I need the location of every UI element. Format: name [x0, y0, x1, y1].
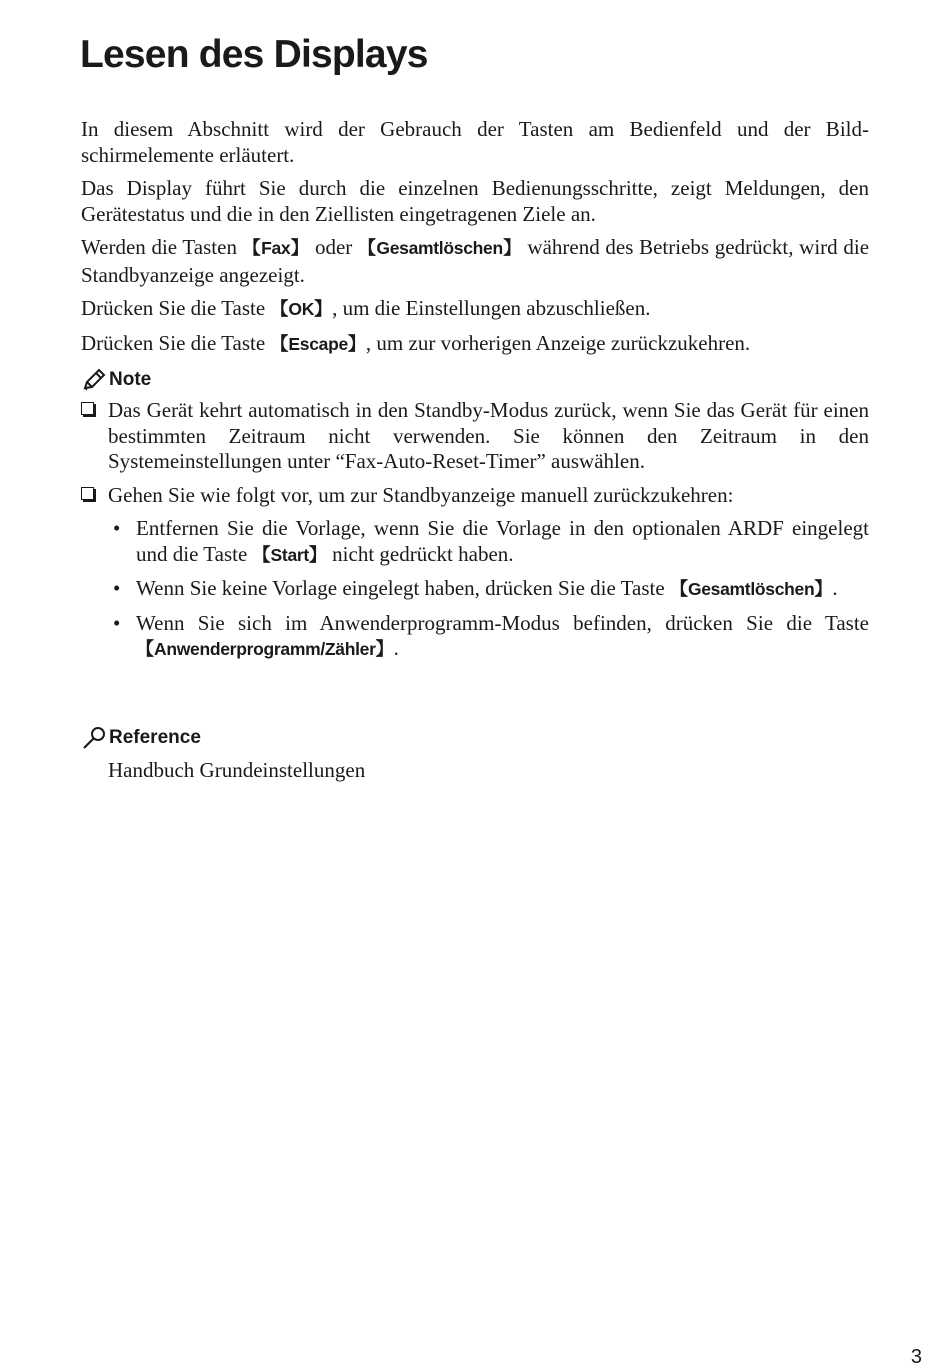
note-item	[81, 398, 869, 475]
text-run: Wenn Sie sich im Anwenderprogramm-Modus befinden, drücken Sie die Taste	[136, 610, 869, 635]
text-run: .	[393, 636, 399, 660]
intro-paragraph-5: Drücken Sie die Taste 【Escape】, um zur vorherigen Anzeige zurückzukehren.	[81, 331, 751, 355]
key-label-fax: Fax	[261, 238, 291, 258]
intro-paragraph-3: Werden die Tasten 【Fax】 oder 【Gesamtlöschen】 während des Betriebs gedrückt, wird die Standbyanzeige angezeigt.	[81, 235, 870, 287]
checkbox-bullet-icon	[81, 487, 94, 500]
key-label-ok: OK	[288, 299, 315, 319]
key-label-user-tools: Anwenderprogramm/Zähler	[154, 639, 376, 659]
note-list	[81, 398, 869, 671]
sub-list-item: • Entfernen Sie die Vorlage, wenn Sie die Vorlage in den optionalen ARDF eingelegt und die Taste 【Start】 nicht gedrückt haben.	[113, 516, 869, 566]
text-run: während des Betriebs gedrückt, wird die Standbyanzeige angezeigt.	[81, 235, 870, 287]
note-heading	[81, 368, 151, 392]
key-label-clear: Gesamtlöschen	[687, 579, 815, 599]
text-run: , um die Einstellungen abzuschließen.	[332, 296, 651, 320]
sub-list-item: • Wenn Sie keine Vorlage eingelegt haben, drücken Sie die Taste 【Gesamtlöschen】.	[113, 576, 838, 600]
reference-heading-label: Reference	[109, 727, 201, 748]
text-run: Drücken Sie die Taste	[81, 296, 271, 320]
text-run: Drücken Sie die Taste	[81, 331, 271, 355]
key-label-clear: Gesamtlöschen	[376, 238, 503, 258]
bullet-icon: •	[113, 516, 121, 540]
key-label-escape: Escape	[288, 334, 348, 354]
text-run: Wenn Sie keine Vorlage eingelegt haben, drücken Sie die Taste	[136, 576, 670, 600]
intro-paragraph-2: Das Display führt Sie durch die einzelnen Bedienungsschritte, zeigt Meldungen, den Gerätestatus und die in den Ziellisten eingetragenen Ziele an.	[81, 176, 869, 226]
magnifier-icon	[81, 726, 108, 750]
note-heading-label: Note	[109, 369, 152, 390]
bullet-icon: •	[113, 610, 121, 635]
sub-list-item: • Wenn Sie sich im Anwenderprogramm-Modus befinden, drücken Sie die Taste 【Anwenderprogramm/Zähler】.	[113, 610, 869, 660]
text-run: Entfernen Sie die Vorlage, wenn Sie die Vorlage in den optionalen ARDF eingelegt und die Taste	[136, 516, 869, 566]
reference-heading	[81, 726, 201, 750]
key-label-start: Start	[270, 544, 309, 565]
checkbox-bullet-icon	[81, 402, 94, 415]
pencil-icon	[81, 368, 108, 392]
intro-paragraph-4: Drücken Sie die Taste 【OK】, um die Einstellungen abzuschließen.	[81, 296, 651, 320]
text-run: .	[832, 576, 838, 600]
text-run: oder	[309, 235, 358, 259]
sub-list	[108, 516, 869, 663]
reference-text: Handbuch Grundeinstellungen	[108, 758, 366, 782]
page-number: 3	[910, 1346, 922, 1368]
note-item	[81, 483, 869, 663]
intro-section	[81, 116, 869, 365]
text-run: Werden die Tasten	[81, 235, 243, 259]
note-item-text: Das Gerät kehrt automatisch in den Standby-Modus zurück, wenn Sie das Gerät für einen bestimmten Zeitraum nicht verwenden. Sie können den Zeitraum in den Systemeinstellungen unter “Fax-Auto-Reset-Timer” auswählen.	[108, 398, 869, 473]
bullet-icon: •	[113, 576, 121, 600]
intro-paragraph-1: In diesem Abschnitt wird der Gebrauch der Tasten am Bedienfeld und der Bildschirmelemente erläutert.	[81, 117, 869, 167]
text-run: nicht gedrückt haben.	[326, 541, 514, 566]
note-item-text: Gehen Sie wie folgt vor, um zur Standbyanzeige manuell zurückzukehren:	[108, 482, 734, 507]
page-title: Lesen des Displays	[80, 33, 428, 76]
text-run: , um zur vorherigen Anzeige zurückzukehren.	[365, 331, 751, 355]
